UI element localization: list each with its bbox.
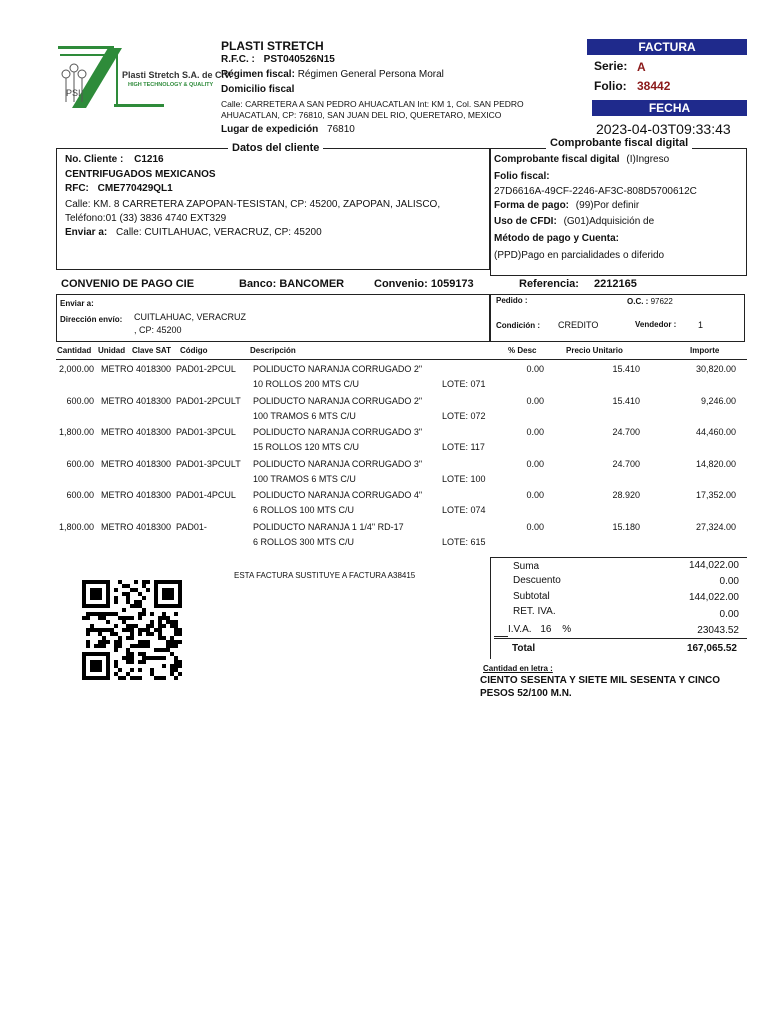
total-label: Total	[512, 643, 536, 654]
cfdi-legend: Comprobante fiscal digital	[546, 137, 692, 149]
cell-codigo: PAD01-2PCULT	[176, 395, 241, 406]
issuer-lugar-label: Lugar de expedición	[221, 124, 319, 135]
cliente-enviar	[65, 227, 322, 238]
suma-label: Suma	[513, 561, 540, 572]
issuer-rfc-label: R.F.C. :	[221, 54, 255, 65]
cliente-enviar-label: Enviar a:	[65, 227, 108, 238]
cell-desc1: POLIDUCTO NARANJA CORRUGADO 3"	[253, 427, 423, 437]
cell-codigo: PAD01-3PCULT	[176, 458, 241, 469]
condicion-value: CREDITO	[558, 320, 599, 330]
referencia-label: Referencia:	[519, 278, 579, 290]
cliente-no	[65, 154, 164, 165]
cliente-legend: Datos del cliente	[228, 142, 323, 154]
th-precio: Precio Unitario	[566, 346, 623, 355]
fecha-value: 2023-04-03T09:33:43	[596, 121, 731, 137]
envio-direccion-line2: , CP: 45200	[134, 325, 182, 335]
cell-codigo: PAD01-3PCUL	[176, 427, 236, 437]
convenio-value: 1059173	[430, 278, 474, 290]
cfdi-metodo-label: Método de pago y Cuenta:	[494, 233, 619, 244]
cell-precio: 15.410	[612, 395, 640, 406]
banco-label: Banco:	[239, 278, 277, 290]
cell-lote: LOTE: 072	[442, 410, 486, 421]
cell-lote: LOTE: 071	[442, 379, 486, 389]
issuer-lugar	[221, 124, 355, 135]
issuer-address-line1: Calle: CARRETERA A SAN PEDRO AHUACATLAN Int: KM 1, Col. SAN PEDRO	[221, 99, 524, 109]
folio-value: 38442	[637, 79, 671, 93]
cell-clave: 4018300	[136, 395, 172, 406]
iva-label: I.V.A.	[508, 624, 532, 635]
pedido-box	[490, 294, 745, 342]
issuer-lugar-value: 76810	[327, 124, 355, 135]
cell-cantidad: 2,000.00	[58, 364, 94, 374]
cell-unidad: METRO	[101, 458, 134, 469]
iva-value: 23043.52	[697, 625, 739, 636]
factura-title: FACTURA	[587, 39, 747, 55]
invoice-note: ESTA FACTURA SUSTITUYE A FACTURA A38415	[234, 571, 416, 580]
cell-clave: 4018300	[136, 458, 172, 469]
totals-rule-left	[490, 557, 491, 659]
iva-rate: 16	[540, 624, 552, 635]
th-codigo: Código	[180, 346, 208, 355]
cell-desc2: 10 ROLLOS 200 MTS C/U	[253, 379, 360, 389]
cliente-phone: Teléfono:01 (33) 3836 4740 EXT329	[65, 213, 227, 224]
suma-value: 144,022.00	[688, 560, 739, 571]
cell-importe: 9,246.00	[700, 395, 736, 406]
cell-desc1: POLIDUCTO NARANJA 1 1/4" RD-17	[253, 521, 404, 532]
cell-cantidad: 1,800.00	[58, 521, 94, 532]
cell-precio: 15.180	[612, 521, 640, 532]
logo-tagline: HIGH TECHNOLOGY & QUALITY	[128, 82, 214, 88]
referencia-value: 2212165	[593, 278, 637, 290]
cell-pdesc: 0.00	[526, 490, 544, 500]
vendedor-label: Vendedor :	[635, 320, 677, 329]
table-header-rule	[56, 359, 747, 360]
cell-desc2: 6 ROLLOS 300 MTS C/U	[253, 536, 355, 547]
cell-precio: 24.700	[612, 427, 640, 437]
cell-importe: 14,820.00	[695, 458, 736, 469]
cliente-rfc	[65, 183, 173, 194]
convenio-number	[374, 278, 474, 290]
issuer-address-line2: AHUACATLAN, CP: 76810, SAN JUAN DEL RIO, QUERETARO, MEXICO	[221, 110, 502, 120]
cell-precio: 28.920	[612, 490, 640, 500]
th-importe: Importe	[690, 346, 720, 355]
cell-clave: 4018300	[136, 521, 172, 532]
cell-cantidad: 600.00	[66, 395, 94, 406]
cell-pdesc: 0.00	[526, 364, 544, 374]
th-desc: % Desc	[508, 346, 537, 355]
logo-company-name: Plasti Stretch S.A. de C.V.	[122, 70, 232, 80]
vendedor-value: 1	[698, 320, 704, 330]
issuer-regimen	[221, 69, 444, 80]
cliente-no-value: C1216	[134, 154, 164, 165]
ret-value: 0.00	[719, 609, 739, 620]
letra-line2: PESOS 52/100 M.N.	[480, 688, 572, 699]
cell-importe: 30,820.00	[695, 364, 736, 374]
cfdi-comprobante	[494, 154, 669, 165]
fecha-title: FECHA	[592, 100, 747, 116]
subtotal-label: Subtotal	[513, 591, 550, 602]
cell-cantidad: 600.00	[66, 458, 94, 469]
cell-cantidad: 1,800.00	[58, 427, 94, 437]
convenio-title: CONVENIO DE PAGO CIE	[61, 278, 195, 290]
cfdi-metodo-value: (PPD)Pago en parcialidades o diferido	[494, 250, 665, 261]
cell-precio: 15.410	[612, 364, 640, 374]
issuer-name: PLASTI STRETCH	[221, 39, 324, 53]
banco-value: BANCOMER	[279, 278, 345, 290]
cell-desc2: 100 TRAMOS 6 MTS C/U	[253, 410, 356, 421]
th-cantidad: Cantidad	[57, 346, 92, 355]
th-clave: Clave SAT	[132, 346, 171, 355]
issuer-regimen-label: Régimen fiscal:	[221, 69, 295, 80]
cell-clave: 4018300	[136, 427, 172, 437]
convenio-banco	[239, 278, 344, 290]
cell-unidad: METRO	[101, 395, 134, 406]
cfdi-uso-value: (G01)Adquisición de	[563, 216, 655, 227]
cliente-rfc-label: RFC:	[65, 183, 89, 194]
cliente-rfc-value: CME770429QL1	[97, 183, 173, 194]
cliente-no-label: No. Cliente :	[65, 154, 124, 165]
cell-unidad: METRO	[101, 427, 134, 437]
th-unidad: Unidad	[98, 346, 126, 355]
cell-desc1: POLIDUCTO NARANJA CORRUGADO 4"	[253, 490, 423, 500]
iva-underline	[494, 636, 508, 637]
company-logo	[56, 44, 232, 112]
cell-desc2: 100 TRAMOS 6 MTS C/U	[253, 473, 356, 484]
cell-desc1: POLIDUCTO NARANJA CORRUGADO 2"	[253, 364, 423, 374]
cell-clave: 4018300	[136, 490, 172, 500]
iva-line	[508, 624, 571, 635]
qr-code	[82, 578, 182, 682]
cell-lote: LOTE: 100	[442, 473, 486, 484]
letra-label: Cantidad en letra :	[483, 664, 553, 673]
cell-desc1: POLIDUCTO NARANJA CORRUGADO 2"	[253, 395, 423, 406]
cfdi-comprobante-value: (I)Ingreso	[626, 154, 670, 165]
cell-cantidad: 600.00	[66, 490, 94, 500]
cell-pdesc: 0.00	[526, 395, 544, 406]
cfdi-forma-label: Forma de pago:	[494, 200, 570, 211]
pedido-label: Pedido :	[496, 296, 528, 305]
ret-label: RET. IVA.	[513, 606, 556, 617]
cell-lote: LOTE: 615	[442, 536, 486, 547]
convenio-label: Convenio:	[374, 278, 428, 290]
totals-rule-top	[490, 557, 747, 558]
cfdi-uso-label: Uso de CFDI:	[494, 216, 557, 227]
cell-lote: LOTE: 074	[442, 505, 486, 515]
total-rule	[494, 638, 747, 639]
cell-lote: LOTE: 117	[442, 442, 485, 452]
cell-unidad: METRO	[101, 521, 134, 532]
envio-direccion-label: Dirección envío:	[60, 315, 123, 324]
cliente-enviar-value: Calle: CUITLAHUAC, VERACRUZ, CP: 45200	[116, 227, 322, 238]
cell-clave: 4018300	[136, 364, 172, 374]
cell-codigo: PAD01-2PCUL	[176, 364, 236, 374]
th-descripcion: Descripción	[250, 346, 296, 355]
cell-pdesc: 0.00	[526, 458, 544, 469]
cfdi-forma-value: (99)Por definir	[575, 200, 640, 211]
cell-unidad: METRO	[101, 490, 134, 500]
serie-label: Serie:	[594, 59, 628, 73]
condicion-label: Condición :	[496, 321, 540, 330]
cell-pdesc: 0.00	[526, 427, 544, 437]
cell-precio: 24.700	[612, 458, 640, 469]
descuento-label: Descuento	[513, 575, 561, 586]
cfdi-folio-label: Folio fiscal:	[494, 171, 550, 182]
cfdi-folio-value: 27D6616A-49CF-2246-AF3C-808D5700612C	[494, 186, 697, 197]
issuer-rfc	[221, 54, 335, 65]
subtotal-value: 144,022.00	[688, 592, 739, 603]
serie-value: A	[637, 60, 646, 74]
oc-label: O.C. :	[627, 297, 649, 306]
oc-value: 97622	[650, 297, 673, 306]
cfdi-comprobante-label: Comprobante fiscal digital	[494, 154, 620, 165]
cliente-address-line1: Calle: KM. 8 CARRETERA ZAPOPAN-TESISTAN, CP: 45200, ZAPOPAN, JALISCO,	[65, 199, 441, 210]
logo-mark: PSI	[66, 88, 81, 98]
cell-desc1: POLIDUCTO NARANJA CORRUGADO 3"	[253, 458, 423, 469]
cell-pdesc: 0.00	[526, 521, 544, 532]
cell-importe: 17,352.00	[695, 490, 736, 500]
cell-desc2: 6 ROLLOS 100 MTS C/U	[253, 505, 355, 515]
convenio-referencia	[519, 278, 637, 290]
cell-unidad: METRO	[101, 364, 134, 374]
oc	[627, 297, 673, 306]
cfdi-forma	[494, 200, 639, 211]
cell-importe: 44,460.00	[695, 427, 736, 437]
issuer-domicilio-label: Domicilio fiscal	[221, 84, 295, 95]
letra-line1: CIENTO SESENTA Y SIETE MIL SESENTA Y CINCO	[480, 675, 721, 686]
cell-importe: 27,324.00	[695, 521, 736, 532]
cliente-name: CENTRIFUGADOS MEXICANOS	[65, 169, 216, 180]
envio-enviar-label: Enviar a:	[60, 299, 94, 308]
iva-pct: %	[562, 624, 572, 635]
cfdi-uso	[494, 216, 654, 227]
issuer-rfc-value: PST040526N15	[263, 54, 335, 65]
cell-codigo: PAD01-4PCUL	[176, 490, 236, 500]
issuer-regimen-value: Régimen General Persona Moral	[297, 69, 444, 80]
cell-codigo: PAD01-	[176, 521, 207, 532]
folio-label: Folio:	[594, 79, 627, 93]
total-value: 167,065.52	[686, 643, 737, 654]
envio-direccion-line1: CUITLAHUAC, VERACRUZ	[134, 312, 247, 322]
cell-desc2: 15 ROLLOS 120 MTS C/U	[253, 442, 360, 452]
descuento-value: 0.00	[719, 576, 739, 587]
